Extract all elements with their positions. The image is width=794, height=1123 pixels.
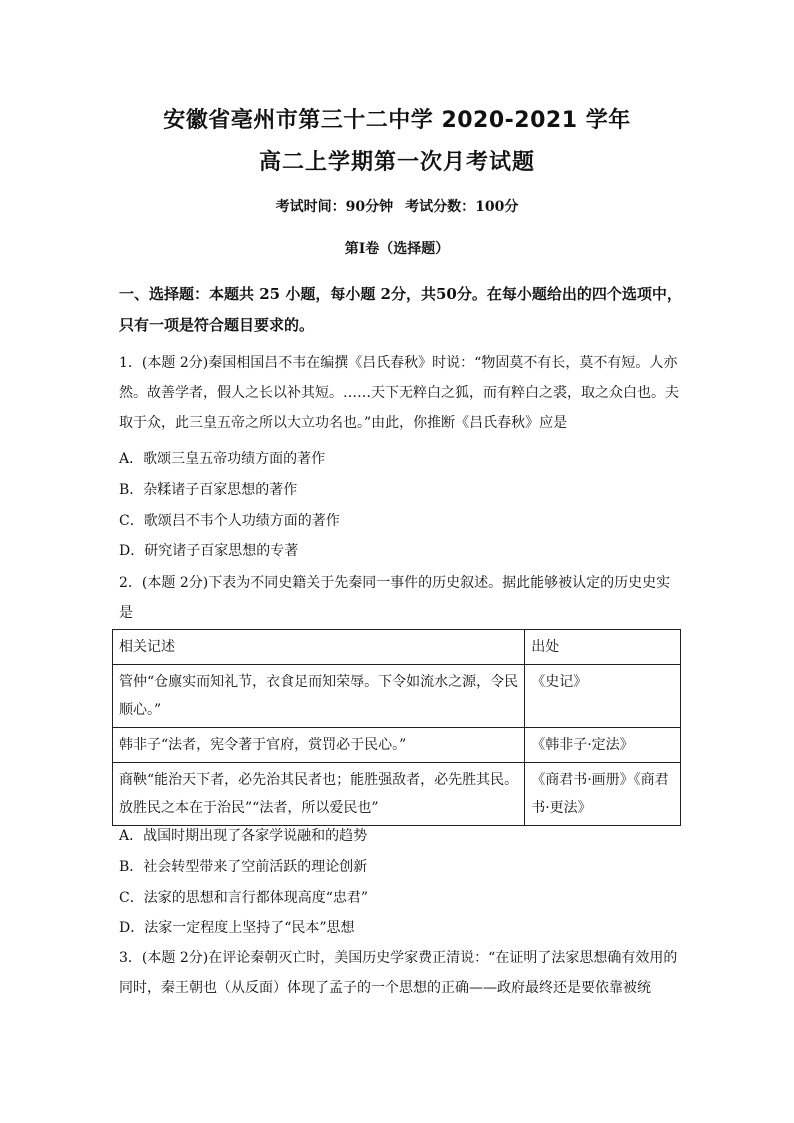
table-cell: 商鞅“能治天下者，必先治其民者也；能胜强敌者，必先胜其民。放胜民之本在于治民”“法者，所以爱民也” [113, 763, 525, 826]
table-cell: 《韩非子·定法》 [525, 728, 681, 763]
volume-heading: 第Ⅰ卷（选择题） [344, 241, 450, 257]
exam-title-line2: 高二上学期第一次月考试题 [258, 150, 535, 175]
table-row [113, 763, 681, 826]
table-row [113, 728, 681, 763]
table-cell: 《商君书·画册》《商君书·更法》 [525, 763, 681, 826]
table-cell: 韩非子“法者，宪令著于官府，赏罚必于民心。” [113, 728, 525, 763]
exam-meta [0, 196, 794, 216]
question-1-option-c: C．歌颂吕不韦个人功绩方面的著作 [119, 513, 340, 529]
question-1-stem: 1．(本题 2分)秦国相国吕不韦在编撰《吕氏春秋》时说：“物固莫不有长，莫不有短。人亦然。故善学者，假人之长以补其短。……天下无粹白之狐，而有粹白之裘，取之众白也。夫取于众，此三皇五帝之所以大立功名也。”由此，你推断《吕氏春秋》应是 [119, 355, 679, 431]
question-3-stem: 3．(本题 2分)在评论秦朝灭亡时，美国历史学家费正清说：“在证明了法家思想确有效用的同时，秦王朝也（从反面）体现了孟子的一个思想的正确——政府最终还是要依靠被统 [119, 950, 678, 996]
exam-time: 考试时间：90分钟 [275, 199, 394, 215]
table-cell: 管仲“仓廪实而知礼节，衣食足而知荣辱。下令如流水之源，令民顺心。” [113, 665, 525, 728]
question-1-option-a: A．歌颂三皇五帝功绩方面的著作 [119, 451, 326, 467]
table-cell: 《史记》 [525, 665, 681, 728]
table-header-cell: 相关记述 [113, 630, 525, 665]
question-1-option-b: B．杂糅诸子百家思想的著作 [119, 482, 298, 498]
source-table [112, 629, 681, 826]
question-2-option-b: B．社会转型带来了空前活跃的理论创新 [119, 859, 368, 875]
table-header-row [113, 630, 681, 665]
exam-title-line1: 安徽省亳州市第三十二中学 2020-2021 学年 [163, 108, 631, 133]
question-1-option-d: D．研究诸子百家思想的专著 [119, 543, 299, 559]
question-2-option-a: A．战国时期出现了各家学说融和的趋势 [119, 828, 368, 844]
exam-score: 考试分数：100分 [405, 199, 519, 215]
question-2-stem: 2．(本题 2分)下表为不同史籍关于先秦同一事件的历史叙述。据此能够被认定的历史史实是 [119, 575, 671, 621]
table-header-cell: 出处 [525, 630, 681, 665]
question-2-option-d: D．法家一定程度上坚持了“民本”思想 [119, 920, 355, 936]
section-instructions: 一、选择题：本题共 25 小题，每小题 2分，共50分。在每小题给出的四个选项中，只有一项是符合题目要求的。 [119, 285, 682, 334]
table-row [113, 665, 681, 728]
question-2-option-c: C．法家的思想和言行都体现高度“忠君” [119, 890, 369, 906]
